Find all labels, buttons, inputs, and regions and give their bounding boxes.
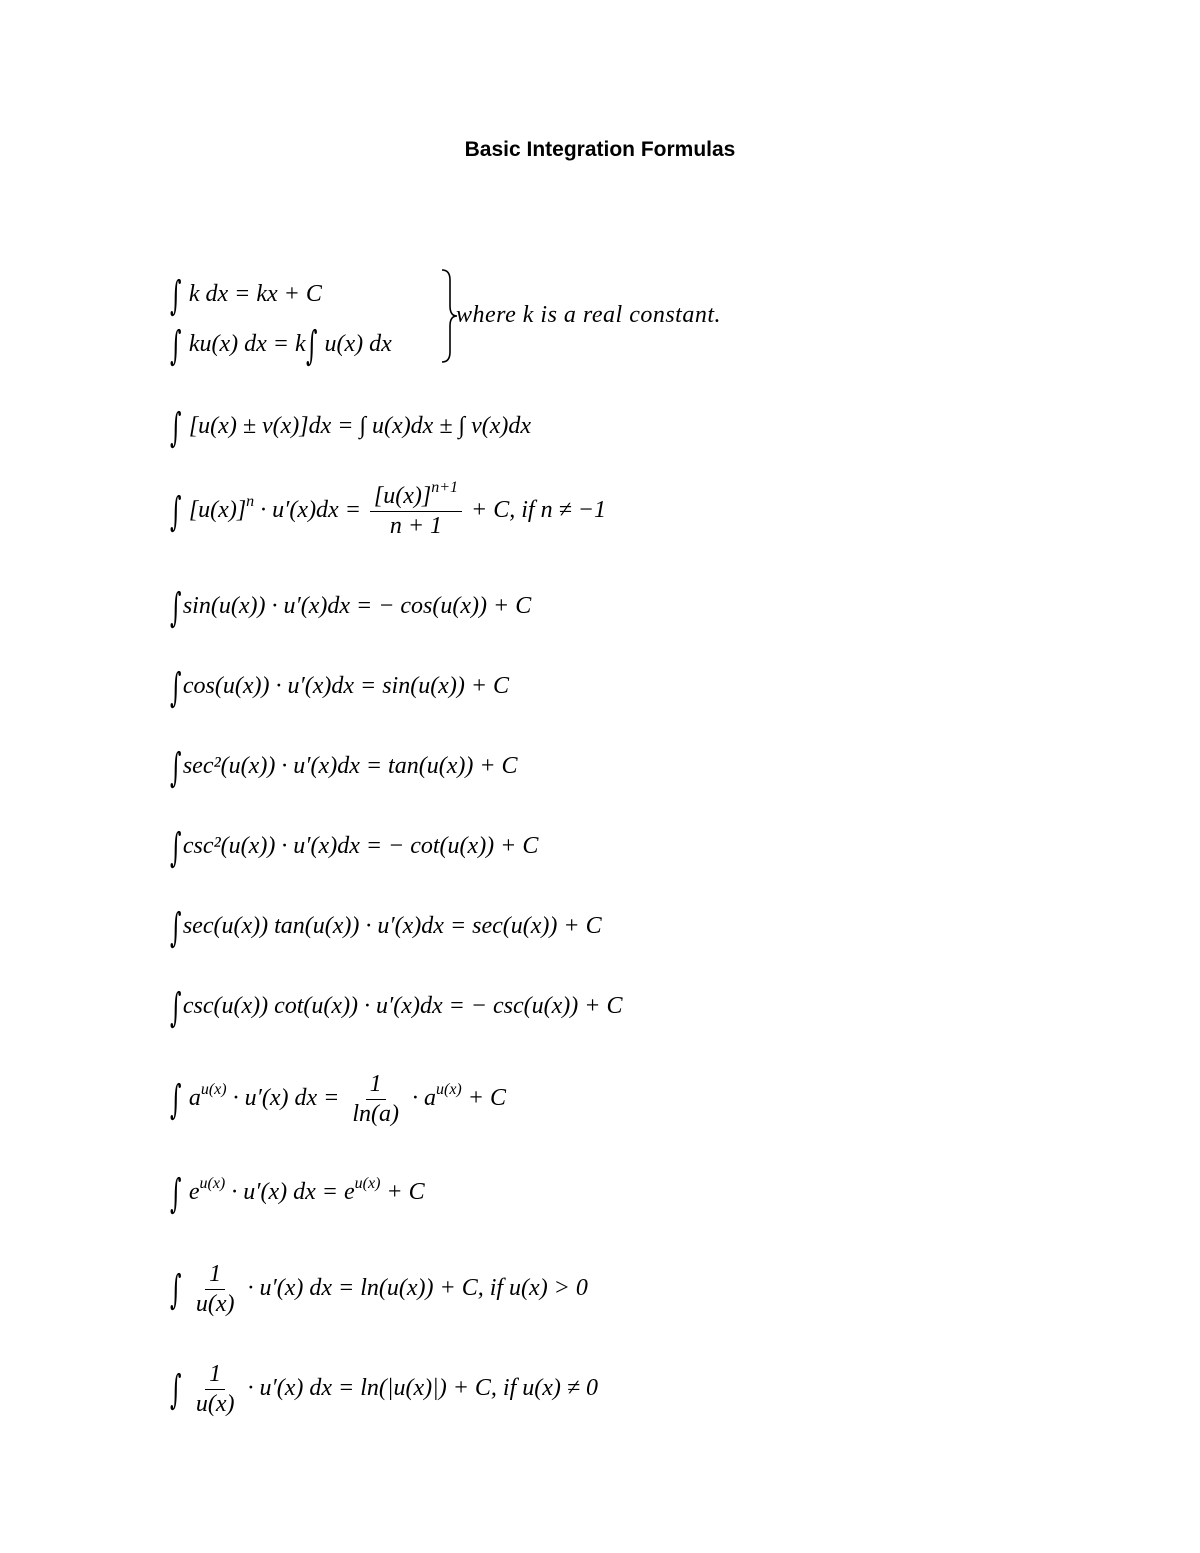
- fraction-numerator: 1: [205, 1360, 225, 1390]
- csc-squared-formula-text: csc²(u(x)) · u′(x)dx = − cot(u(x)) + C: [182, 833, 539, 859]
- log-absolute-formula: [170, 1360, 598, 1419]
- fraction-denominator: u(x): [195, 1391, 235, 1418]
- fraction-denominator: u(x): [195, 1291, 235, 1318]
- exp-exponent: u(x): [199, 1175, 226, 1192]
- reciprocal-fraction: [192, 1360, 239, 1419]
- log-positive-text: · u′(x) dx = ln(u(x)) + C, if u(x) > 0: [247, 1275, 588, 1302]
- integral-sign-icon: ∫: [170, 1171, 182, 1217]
- cos-formula: [170, 665, 510, 711]
- constant-multiple-right: u(x) dx: [324, 331, 392, 357]
- integral-sign-icon: ∫: [170, 985, 182, 1031]
- sec-squared-formula: [170, 745, 518, 791]
- integral-sign-icon: ∫: [170, 665, 182, 711]
- integral-sign-icon: ∫: [170, 489, 182, 536]
- exp-middle: · u′(x) dx =: [226, 1085, 340, 1112]
- power-rule-base: [u(x)]: [188, 497, 247, 524]
- integral-sign-icon: ∫: [170, 323, 182, 369]
- fraction-denominator: n + 1: [389, 513, 443, 540]
- integral-sign-icon: ∫: [305, 323, 318, 369]
- integral-sign-icon: ∫: [170, 905, 182, 951]
- constant-rule-text: k dx = kx + C: [188, 281, 322, 307]
- constant-rule-formula: [170, 273, 322, 319]
- cos-formula-text: cos(u(x)) · u′(x)dx = sin(u(x)) + C: [182, 673, 510, 699]
- exp-tail: + C: [461, 1085, 506, 1112]
- exp-base: a: [188, 1085, 201, 1112]
- sec-squared-formula-text: sec²(u(x)) · u′(x)dx = tan(u(x)) + C: [182, 753, 518, 779]
- power-rule-right: + C, if n ≠ −1: [471, 497, 606, 524]
- exp-middle: · u′(x) dx = e: [225, 1179, 355, 1205]
- integral-sign-icon: ∫: [170, 1367, 182, 1414]
- power-rule-left-tail: · u′(x)dx =: [254, 497, 361, 524]
- integral-sign-icon: ∫: [170, 1077, 182, 1124]
- integral-sign-icon: ∫: [170, 405, 182, 451]
- reciprocal-fraction: [192, 1260, 239, 1319]
- integral-sign-icon: ∫: [170, 585, 182, 631]
- sin-formula: [170, 585, 532, 631]
- sec-tan-formula: [170, 905, 602, 951]
- power-rule-formula: [170, 479, 606, 541]
- log-absolute-text: · u′(x) dx = ln(|u(x)|) + C, if u(x) ≠ 0: [247, 1375, 599, 1402]
- fraction-denominator: ln(a): [352, 1101, 399, 1128]
- exp-exponent: u(x): [200, 1081, 227, 1099]
- constant-multiple-formula: [170, 323, 392, 369]
- integral-sign-icon: ∫: [170, 273, 182, 319]
- exp-base-a-formula: [170, 1070, 506, 1129]
- exp-fraction: [348, 1070, 403, 1129]
- exp-tail-exponent: u(x): [354, 1175, 381, 1192]
- sum-rule-text: [u(x) ± v(x)]dx = ∫ u(x)dx ± ∫ v(x)dx: [188, 413, 532, 439]
- power-rule-exponent: n: [246, 493, 255, 511]
- fraction-numerator: 1: [366, 1070, 386, 1100]
- exp-tail-exponent: u(x): [436, 1081, 462, 1099]
- integral-sign-icon: ∫: [170, 745, 182, 791]
- fraction-numerator: 1: [205, 1260, 225, 1290]
- integral-sign-icon: ∫: [170, 825, 182, 871]
- exp-tail: + C: [380, 1179, 425, 1205]
- power-rule-fraction: [370, 479, 462, 541]
- fraction-numerator: $[u(x)]^{n+1}$: [370, 482, 462, 512]
- exp-base-e-formula: [170, 1171, 425, 1217]
- sec-tan-formula-text: sec(u(x)) tan(u(x)) · u′(x)dx = sec(u(x)) + C: [182, 913, 602, 939]
- log-positive-formula: [170, 1260, 588, 1319]
- real-constant-note: where k is a real constant.: [456, 302, 722, 328]
- sum-rule-formula: [170, 405, 532, 451]
- csc-cot-formula: [170, 985, 623, 1031]
- exp-base: e: [188, 1179, 200, 1205]
- csc-cot-formula-text: csc(u(x)) cot(u(x)) · u′(x)dx = − csc(u(x)) + C: [182, 993, 623, 1019]
- exp-tail-base: · a: [412, 1085, 436, 1112]
- constant-multiple-left: ku(x) dx = k: [188, 331, 306, 357]
- integral-sign-icon: ∫: [170, 1267, 182, 1314]
- page-title: Basic Integration Formulas: [464, 138, 736, 161]
- sin-formula-text: sin(u(x)) · u′(x)dx = − cos(u(x)) + C: [182, 593, 532, 619]
- csc-squared-formula: [170, 825, 539, 871]
